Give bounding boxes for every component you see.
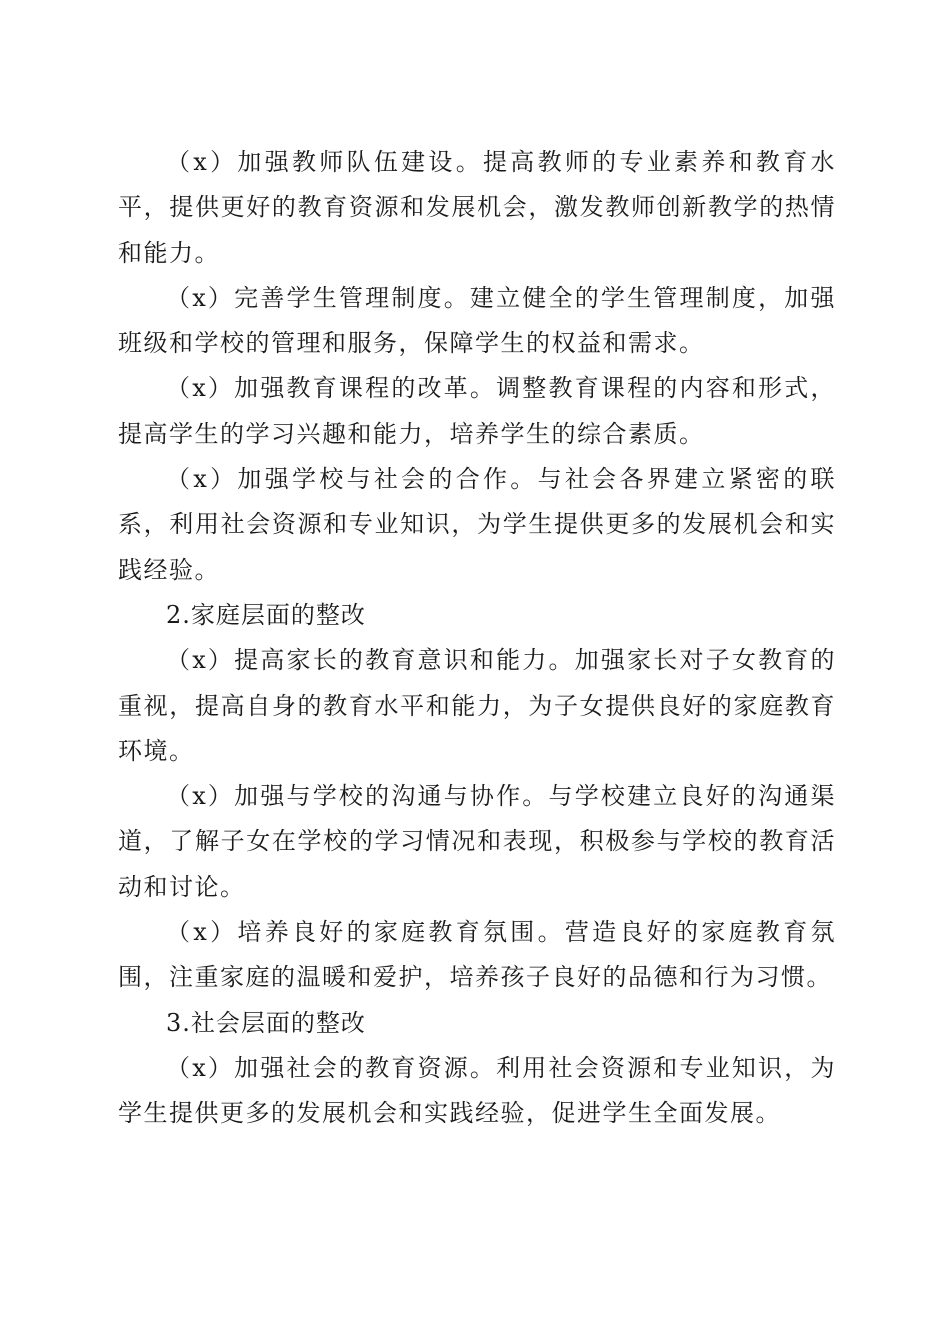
paragraph-school-communication: （x）加强与学校的沟通与协作。与学校建立良好的沟通渠道，了解子女在学校的学习情况和表现，积极参与学校的教育活动和讨论。 [118,782,836,901]
paragraph-family-atmosphere: （x）培养良好的家庭教育氛围。营造良好的家庭教育氛围，注重家庭的温暖和爱护，培养孩子良好的品德和行为习惯。 [118,918,836,992]
paragraph-curriculum-reform: （x）加强教育课程的改革。调整教育课程的内容和形式，提高学生的学习兴趣和能力，培养学生的综合素质。 [118,374,836,448]
paragraph-parent-awareness: （x）提高家长的教育意识和能力。加强家长对子女教育的重视，提高自身的教育水平和能力，为子女提供良好的家庭教育环境。 [118,646,836,765]
paragraph-social-resources: （x）加强社会的教育资源。利用社会资源和专业知识，为学生提供更多的发展机会和实践经验，促进学生全面发展。 [118,1053,836,1128]
section-heading-family: 2.家庭层面的整改 [166,600,366,629]
paragraph-teacher-team: （x）加强教师队伍建设。提高教师的专业素养和教育水平，提供更好的教育资源和发展机会，激发教师创新教学的热情和能力。 [118,148,836,267]
paragraph-student-management: （x）完善学生管理制度。建立健全的学生管理制度，加强班级和学校的管理和服务，保障学生的权益和需求。 [118,283,836,358]
document-body [118,140,836,1137]
section-heading-society: 3.社会层面的整改 [166,1008,366,1037]
paragraph-school-society-cooperation: （x）加强学校与社会的合作。与社会各界建立紧密的联系，利用社会资源和专业知识，为学生提供更多的发展机会和实践经验。 [118,465,836,584]
